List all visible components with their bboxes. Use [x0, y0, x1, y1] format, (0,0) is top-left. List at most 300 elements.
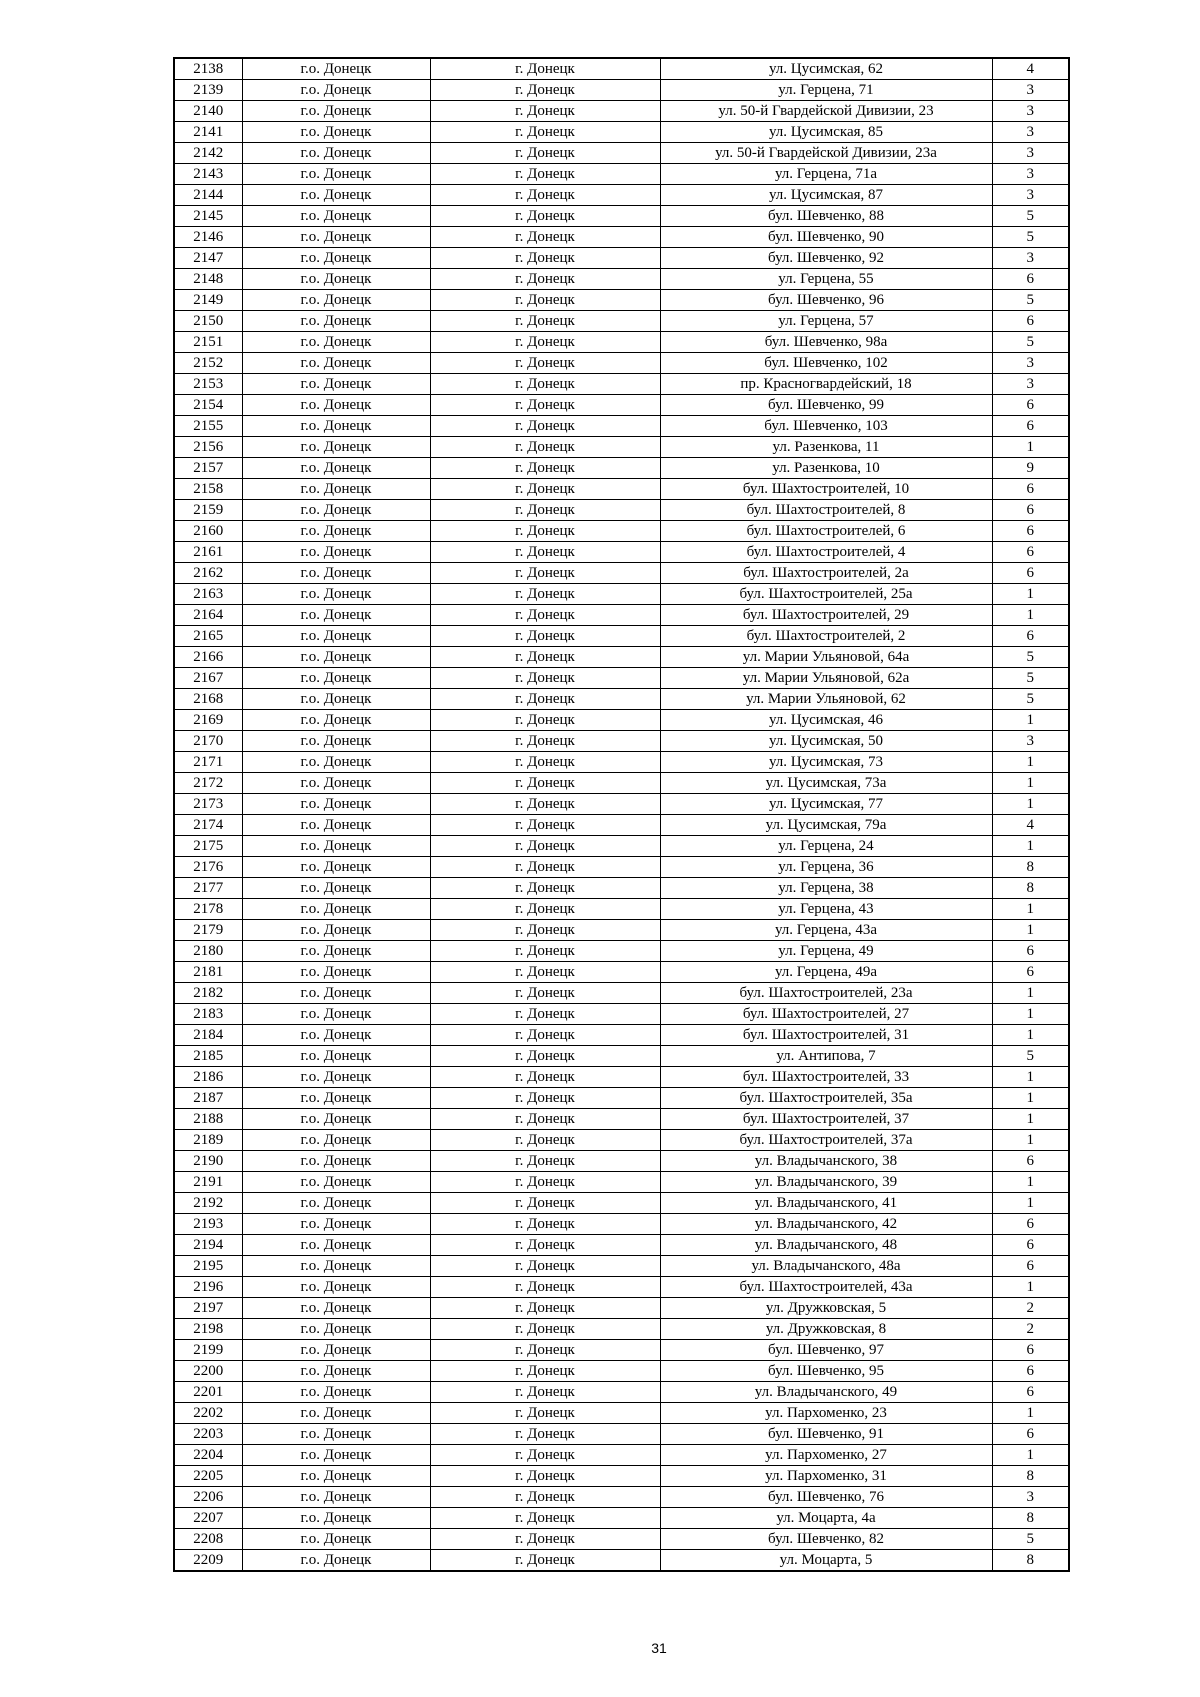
municipal-district-cell: г.о. Донецк — [242, 1130, 430, 1151]
municipal-district-cell: г.о. Донецк — [242, 962, 430, 983]
table-row — [174, 1277, 1069, 1298]
address-cell: бул. Шахтостроителей, 6 — [660, 521, 992, 542]
address-cell: бул. Шахтостроителей, 8 — [660, 500, 992, 521]
count-cell: 4 — [992, 58, 1069, 80]
settlement-cell: г. Донецк — [430, 479, 660, 500]
settlement-cell: г. Донецк — [430, 626, 660, 647]
address-cell: бул. Шевченко, 98а — [660, 332, 992, 353]
row-number-cell: 2145 — [174, 206, 242, 227]
row-number-cell: 2152 — [174, 353, 242, 374]
settlement-cell: г. Донецк — [430, 1025, 660, 1046]
municipal-district-cell: г.о. Донецк — [242, 1109, 430, 1130]
row-number-cell: 2205 — [174, 1466, 242, 1487]
address-cell: бул. Шевченко, 96 — [660, 290, 992, 311]
table-row — [174, 983, 1069, 1004]
table-row — [174, 1466, 1069, 1487]
table-row — [174, 1340, 1069, 1361]
municipal-district-cell: г.о. Донецк — [242, 1193, 430, 1214]
address-cell: ул. Моцарта, 5 — [660, 1550, 992, 1572]
address-cell: ул. Герцена, 43 — [660, 899, 992, 920]
row-number-cell: 2189 — [174, 1130, 242, 1151]
settlement-cell: г. Донецк — [430, 1298, 660, 1319]
settlement-cell: г. Донецк — [430, 164, 660, 185]
address-cell: ул. Цусимская, 73 — [660, 752, 992, 773]
settlement-cell: г. Донецк — [430, 1403, 660, 1424]
settlement-cell: г. Донецк — [430, 143, 660, 164]
address-cell: бул. Шевченко, 91 — [660, 1424, 992, 1445]
settlement-cell: г. Донецк — [430, 752, 660, 773]
row-number-cell: 2148 — [174, 269, 242, 290]
count-cell: 1 — [992, 1193, 1069, 1214]
count-cell: 1 — [992, 1109, 1069, 1130]
row-number-cell: 2194 — [174, 1235, 242, 1256]
municipal-district-cell: г.о. Донецк — [242, 353, 430, 374]
municipal-district-cell: г.о. Донецк — [242, 836, 430, 857]
table-row — [174, 836, 1069, 857]
row-number-cell: 2183 — [174, 1004, 242, 1025]
settlement-cell: г. Донецк — [430, 1340, 660, 1361]
table-row — [174, 122, 1069, 143]
table-row — [174, 269, 1069, 290]
count-cell: 3 — [992, 101, 1069, 122]
settlement-cell: г. Донецк — [430, 668, 660, 689]
address-cell: ул. Герцена, 24 — [660, 836, 992, 857]
municipal-district-cell: г.о. Донецк — [242, 395, 430, 416]
count-cell: 2 — [992, 1319, 1069, 1340]
settlement-cell: г. Донецк — [430, 1172, 660, 1193]
municipal-district-cell: г.о. Донецк — [242, 626, 430, 647]
municipal-district-cell: г.о. Донецк — [242, 542, 430, 563]
count-cell: 4 — [992, 815, 1069, 836]
municipal-district-cell: г.о. Донецк — [242, 1403, 430, 1424]
address-cell: ул. Марии Ульяновой, 64а — [660, 647, 992, 668]
address-cell: ул. Пархоменко, 27 — [660, 1445, 992, 1466]
table-row — [174, 1235, 1069, 1256]
row-number-cell: 2193 — [174, 1214, 242, 1235]
count-cell: 6 — [992, 395, 1069, 416]
municipal-district-cell: г.о. Донецк — [242, 752, 430, 773]
row-number-cell: 2146 — [174, 227, 242, 248]
count-cell: 1 — [992, 836, 1069, 857]
table-row — [174, 920, 1069, 941]
count-cell: 6 — [992, 269, 1069, 290]
table-row — [174, 185, 1069, 206]
settlement-cell: г. Донецк — [430, 521, 660, 542]
settlement-cell: г. Донецк — [430, 647, 660, 668]
table-row — [174, 58, 1069, 80]
municipal-district-cell: г.о. Донецк — [242, 1172, 430, 1193]
address-cell: бул. Шахтостроителей, 33 — [660, 1067, 992, 1088]
address-cell: бул. Шахтостроителей, 2а — [660, 563, 992, 584]
count-cell: 6 — [992, 521, 1069, 542]
settlement-cell: г. Донецк — [430, 899, 660, 920]
row-number-cell: 2166 — [174, 647, 242, 668]
municipal-district-cell: г.о. Донецк — [242, 1319, 430, 1340]
settlement-cell: г. Донецк — [430, 311, 660, 332]
row-number-cell: 2144 — [174, 185, 242, 206]
row-number-cell: 2147 — [174, 248, 242, 269]
municipal-district-cell: г.о. Донецк — [242, 857, 430, 878]
table-row — [174, 815, 1069, 836]
municipal-district-cell: г.о. Донецк — [242, 668, 430, 689]
row-number-cell: 2149 — [174, 290, 242, 311]
count-cell: 3 — [992, 731, 1069, 752]
row-number-cell: 2204 — [174, 1445, 242, 1466]
count-cell: 1 — [992, 1004, 1069, 1025]
settlement-cell: г. Донецк — [430, 1445, 660, 1466]
row-number-cell: 2164 — [174, 605, 242, 626]
address-cell: ул. Пархоменко, 31 — [660, 1466, 992, 1487]
table-row — [174, 1508, 1069, 1529]
address-cell: ул. Марии Ульяновой, 62а — [660, 668, 992, 689]
settlement-cell: г. Донецк — [430, 731, 660, 752]
municipal-district-cell: г.о. Донецк — [242, 269, 430, 290]
settlement-cell: г. Донецк — [430, 374, 660, 395]
settlement-cell: г. Донецк — [430, 1193, 660, 1214]
settlement-cell: г. Донецк — [430, 605, 660, 626]
address-cell: бул. Шевченко, 102 — [660, 353, 992, 374]
table-row — [174, 1193, 1069, 1214]
settlement-cell: г. Донецк — [430, 1109, 660, 1130]
address-cell: ул. Герцена, 71а — [660, 164, 992, 185]
row-number-cell: 2181 — [174, 962, 242, 983]
settlement-cell: г. Донецк — [430, 227, 660, 248]
row-number-cell: 2170 — [174, 731, 242, 752]
municipal-district-cell: г.о. Донецк — [242, 1340, 430, 1361]
address-cell: бул. Шахтостроителей, 37а — [660, 1130, 992, 1151]
count-cell: 6 — [992, 479, 1069, 500]
address-cell: бул. Шевченко, 97 — [660, 1340, 992, 1361]
municipal-district-cell: г.о. Донецк — [242, 458, 430, 479]
table-row — [174, 395, 1069, 416]
address-cell: ул. Владычанского, 48а — [660, 1256, 992, 1277]
municipal-district-cell: г.о. Донецк — [242, 1214, 430, 1235]
settlement-cell: г. Донецк — [430, 1361, 660, 1382]
municipal-district-cell: г.о. Донецк — [242, 521, 430, 542]
municipal-district-cell: г.о. Донецк — [242, 101, 430, 122]
count-cell: 3 — [992, 143, 1069, 164]
address-cell: бул. Шахтостроителей, 37 — [660, 1109, 992, 1130]
address-cell: бул. Шевченко, 92 — [660, 248, 992, 269]
count-cell: 1 — [992, 710, 1069, 731]
count-cell: 8 — [992, 878, 1069, 899]
count-cell: 6 — [992, 1235, 1069, 1256]
municipal-district-cell: г.о. Донецк — [242, 647, 430, 668]
row-number-cell: 2191 — [174, 1172, 242, 1193]
table-row — [174, 626, 1069, 647]
count-cell: 5 — [992, 332, 1069, 353]
table-row — [174, 710, 1069, 731]
row-number-cell: 2206 — [174, 1487, 242, 1508]
municipal-district-cell: г.о. Донецк — [242, 58, 430, 80]
row-number-cell: 2186 — [174, 1067, 242, 1088]
table-row — [174, 1151, 1069, 1172]
count-cell: 6 — [992, 563, 1069, 584]
municipal-district-cell: г.о. Донецк — [242, 1067, 430, 1088]
settlement-cell: г. Донецк — [430, 1550, 660, 1572]
row-number-cell: 2192 — [174, 1193, 242, 1214]
address-table-body — [174, 58, 1069, 1571]
settlement-cell: г. Донецк — [430, 395, 660, 416]
table-row — [174, 1172, 1069, 1193]
settlement-cell: г. Донецк — [430, 857, 660, 878]
municipal-district-cell: г.о. Донецк — [242, 80, 430, 101]
municipal-district-cell: г.о. Донецк — [242, 500, 430, 521]
settlement-cell: г. Донецк — [430, 248, 660, 269]
row-number-cell: 2177 — [174, 878, 242, 899]
municipal-district-cell: г.о. Донецк — [242, 689, 430, 710]
municipal-district-cell: г.о. Донецк — [242, 248, 430, 269]
address-cell: ул. Разенкова, 11 — [660, 437, 992, 458]
row-number-cell: 2173 — [174, 794, 242, 815]
row-number-cell: 2197 — [174, 1298, 242, 1319]
settlement-cell: г. Донецк — [430, 983, 660, 1004]
count-cell: 1 — [992, 983, 1069, 1004]
address-cell: ул. 50-й Гвардейской Дивизии, 23а — [660, 143, 992, 164]
row-number-cell: 2165 — [174, 626, 242, 647]
row-number-cell: 2139 — [174, 80, 242, 101]
address-cell: ул. Дружковская, 5 — [660, 1298, 992, 1319]
table-row — [174, 857, 1069, 878]
settlement-cell: г. Донецк — [430, 500, 660, 521]
count-cell: 3 — [992, 353, 1069, 374]
municipal-district-cell: г.о. Донецк — [242, 773, 430, 794]
settlement-cell: г. Донецк — [430, 920, 660, 941]
row-number-cell: 2140 — [174, 101, 242, 122]
count-cell: 5 — [992, 206, 1069, 227]
municipal-district-cell: г.о. Донецк — [242, 1424, 430, 1445]
row-number-cell: 2155 — [174, 416, 242, 437]
count-cell: 1 — [992, 899, 1069, 920]
address-cell: бул. Шевченко, 88 — [660, 206, 992, 227]
count-cell: 6 — [992, 1214, 1069, 1235]
settlement-cell: г. Донецк — [430, 1151, 660, 1172]
address-cell: ул. Герцена, 49а — [660, 962, 992, 983]
table-row — [174, 605, 1069, 626]
table-row — [174, 1550, 1069, 1572]
municipal-district-cell: г.о. Донецк — [242, 794, 430, 815]
municipal-district-cell: г.о. Донецк — [242, 1235, 430, 1256]
municipal-district-cell: г.о. Донецк — [242, 1445, 430, 1466]
table-row — [174, 374, 1069, 395]
municipal-district-cell: г.о. Донецк — [242, 815, 430, 836]
municipal-district-cell: г.о. Донецк — [242, 899, 430, 920]
count-cell: 8 — [992, 1508, 1069, 1529]
count-cell: 1 — [992, 1172, 1069, 1193]
municipal-district-cell: г.о. Донецк — [242, 920, 430, 941]
settlement-cell: г. Донецк — [430, 1067, 660, 1088]
settlement-cell: г. Донецк — [430, 80, 660, 101]
address-cell: ул. Владычанского, 49 — [660, 1382, 992, 1403]
settlement-cell: г. Донецк — [430, 1235, 660, 1256]
municipal-district-cell: г.о. Донецк — [242, 311, 430, 332]
table-row — [174, 1445, 1069, 1466]
table-row — [174, 1487, 1069, 1508]
municipal-district-cell: г.о. Донецк — [242, 143, 430, 164]
municipal-district-cell: г.о. Донецк — [242, 710, 430, 731]
count-cell: 6 — [992, 962, 1069, 983]
row-number-cell: 2179 — [174, 920, 242, 941]
row-number-cell: 2142 — [174, 143, 242, 164]
address-cell: ул. Владычанского, 41 — [660, 1193, 992, 1214]
table-row — [174, 1046, 1069, 1067]
count-cell: 3 — [992, 1487, 1069, 1508]
municipal-district-cell: г.о. Донецк — [242, 122, 430, 143]
municipal-district-cell: г.о. Донецк — [242, 1151, 430, 1172]
row-number-cell: 2156 — [174, 437, 242, 458]
address-cell: ул. Герцена, 55 — [660, 269, 992, 290]
table-row — [174, 563, 1069, 584]
table-row — [174, 647, 1069, 668]
settlement-cell: г. Донецк — [430, 1088, 660, 1109]
settlement-cell: г. Донецк — [430, 101, 660, 122]
settlement-cell: г. Донецк — [430, 794, 660, 815]
count-cell: 6 — [992, 1382, 1069, 1403]
address-cell: ул. Герцена, 57 — [660, 311, 992, 332]
row-number-cell: 2196 — [174, 1277, 242, 1298]
settlement-cell: г. Донецк — [430, 1256, 660, 1277]
settlement-cell: г. Донецк — [430, 353, 660, 374]
table-row — [174, 290, 1069, 311]
count-cell: 1 — [992, 794, 1069, 815]
table-row — [174, 1214, 1069, 1235]
row-number-cell: 2162 — [174, 563, 242, 584]
table-row — [174, 101, 1069, 122]
settlement-cell: г. Донецк — [430, 710, 660, 731]
table-row — [174, 584, 1069, 605]
address-cell: бул. Шахтостроителей, 43а — [660, 1277, 992, 1298]
row-number-cell: 2184 — [174, 1025, 242, 1046]
row-number-cell: 2163 — [174, 584, 242, 605]
municipal-district-cell: г.о. Донецк — [242, 1298, 430, 1319]
municipal-district-cell: г.о. Донецк — [242, 1487, 430, 1508]
count-cell: 1 — [992, 437, 1069, 458]
table-row — [174, 521, 1069, 542]
table-row — [174, 206, 1069, 227]
table-row — [174, 1424, 1069, 1445]
count-cell: 6 — [992, 1361, 1069, 1382]
municipal-district-cell: г.о. Донецк — [242, 941, 430, 962]
table-row — [174, 1109, 1069, 1130]
count-cell: 5 — [992, 1046, 1069, 1067]
address-table — [173, 57, 1070, 1572]
row-number-cell: 2138 — [174, 58, 242, 80]
table-row — [174, 164, 1069, 185]
address-cell: ул. Цусимская, 50 — [660, 731, 992, 752]
settlement-cell: г. Донецк — [430, 1277, 660, 1298]
municipal-district-cell: г.о. Донецк — [242, 185, 430, 206]
table-row — [174, 689, 1069, 710]
row-number-cell: 2143 — [174, 164, 242, 185]
municipal-district-cell: г.о. Донецк — [242, 731, 430, 752]
address-cell: ул. Антипова, 7 — [660, 1046, 992, 1067]
settlement-cell: г. Донецк — [430, 773, 660, 794]
municipal-district-cell: г.о. Донецк — [242, 878, 430, 899]
count-cell: 6 — [992, 1424, 1069, 1445]
count-cell: 1 — [992, 1088, 1069, 1109]
count-cell: 1 — [992, 1445, 1069, 1466]
count-cell: 6 — [992, 500, 1069, 521]
address-cell: бул. Шевченко, 90 — [660, 227, 992, 248]
count-cell: 6 — [992, 416, 1069, 437]
table-row — [174, 878, 1069, 899]
count-cell: 5 — [992, 227, 1069, 248]
settlement-cell: г. Донецк — [430, 962, 660, 983]
count-cell: 9 — [992, 458, 1069, 479]
address-cell: бул. Шевченко, 95 — [660, 1361, 992, 1382]
table-row — [174, 458, 1069, 479]
count-cell: 8 — [992, 857, 1069, 878]
table-row — [174, 773, 1069, 794]
address-cell: бул. Шахтостроителей, 25а — [660, 584, 992, 605]
settlement-cell: г. Донецк — [430, 1319, 660, 1340]
row-number-cell: 2141 — [174, 122, 242, 143]
settlement-cell: г. Донецк — [430, 878, 660, 899]
address-cell: ул. Разенкова, 10 — [660, 458, 992, 479]
row-number-cell: 2209 — [174, 1550, 242, 1572]
count-cell: 1 — [992, 1025, 1069, 1046]
settlement-cell: г. Донецк — [430, 1382, 660, 1403]
table-row — [174, 437, 1069, 458]
settlement-cell: г. Донецк — [430, 1529, 660, 1550]
settlement-cell: г. Донецк — [430, 542, 660, 563]
municipal-district-cell: г.о. Донецк — [242, 1256, 430, 1277]
count-cell: 3 — [992, 164, 1069, 185]
row-number-cell: 2201 — [174, 1382, 242, 1403]
table-row — [174, 794, 1069, 815]
count-cell: 1 — [992, 920, 1069, 941]
municipal-district-cell: г.о. Донецк — [242, 164, 430, 185]
row-number-cell: 2202 — [174, 1403, 242, 1424]
municipal-district-cell: г.о. Донецк — [242, 1550, 430, 1572]
count-cell: 3 — [992, 122, 1069, 143]
row-number-cell: 2176 — [174, 857, 242, 878]
municipal-district-cell: г.о. Донецк — [242, 563, 430, 584]
count-cell: 6 — [992, 1256, 1069, 1277]
count-cell: 6 — [992, 941, 1069, 962]
municipal-district-cell: г.о. Донецк — [242, 227, 430, 248]
row-number-cell: 2174 — [174, 815, 242, 836]
municipal-district-cell: г.о. Донецк — [242, 983, 430, 1004]
row-number-cell: 2167 — [174, 668, 242, 689]
address-cell: ул. 50-й Гвардейской Дивизии, 23 — [660, 101, 992, 122]
table-row — [174, 752, 1069, 773]
row-number-cell: 2178 — [174, 899, 242, 920]
count-cell: 1 — [992, 584, 1069, 605]
table-row — [174, 248, 1069, 269]
address-cell: ул. Марии Ульяновой, 62 — [660, 689, 992, 710]
address-cell: бул. Шевченко, 99 — [660, 395, 992, 416]
row-number-cell: 2175 — [174, 836, 242, 857]
count-cell: 3 — [992, 374, 1069, 395]
table-row — [174, 1529, 1069, 1550]
address-cell: бул. Шахтостроителей, 29 — [660, 605, 992, 626]
settlement-cell: г. Донецк — [430, 941, 660, 962]
table-row — [174, 962, 1069, 983]
settlement-cell: г. Донецк — [430, 563, 660, 584]
table-row — [174, 143, 1069, 164]
table-row — [174, 311, 1069, 332]
row-number-cell: 2199 — [174, 1340, 242, 1361]
municipal-district-cell: г.о. Донецк — [242, 1025, 430, 1046]
address-cell: бул. Шахтостроителей, 2 — [660, 626, 992, 647]
count-cell: 5 — [992, 647, 1069, 668]
settlement-cell: г. Донецк — [430, 332, 660, 353]
page-number: 31 — [651, 1640, 667, 1656]
table-row — [174, 353, 1069, 374]
address-cell: пр. Красногвардейский, 18 — [660, 374, 992, 395]
settlement-cell: г. Донецк — [430, 1424, 660, 1445]
